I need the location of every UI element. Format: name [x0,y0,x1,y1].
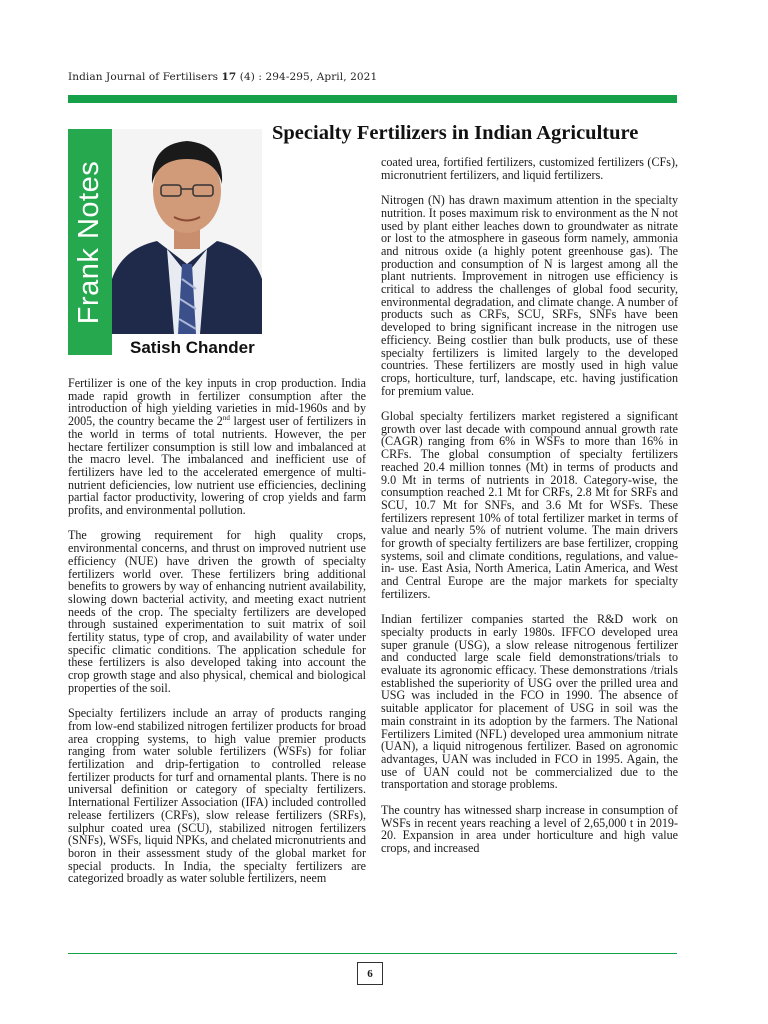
paragraph: Specialty fertilizers include an array of products ranging from low-end stabilized nitrogen fertilizer products for broad area cropping systems, to high value premier products ranging from water soluble fertilizers (WSFs) for foliar fertilization and drip-fertigation to controlled release fertilizer products for turf and ornamental plants. There is no universal definition or category of specialty fertilizers. International Fertilizer Association (IFA) included controlled release fertilizers (CRFs), slow release fertilizers (SRFs), sulphur coated urea (SCU), stabilized nitrogen fertilizers (SNFs), WSFs, liquid NPKs, and chelated micronutrients and boron in their assessment study of the global market for special products. In India, the specialty fertilizers are categorized broadly as water soluble fertilizers, neem [68,706,366,886]
paragraph: Indian fertilizer companies started the R&D work on specialty products in early 1980s. IFFCO developed urea super granule (USG), a slow release nitrogenous fertilizer and conducted large scale field demonstrations/trials to evaluate its agronomic efficacy. These demonstrations /trials established the superiority of USG over the prilled urea and USG was included in the FCO in 1990. The absence of suitable applicator for placement of USG in soil was the main constraint in its adoption by the farmers. The National Fertilizers Limited (NFL) developed urea ammonium nitrate (UAN), a liquid nitrogenous fertilizer. Based on agronomic advantages, UAN was included in FCO in 1995. Again, the use of UAN could not be commercialized due to the transportation and storage problems. [381,612,678,792]
author-photo [112,129,262,334]
journal-issue: (4) : 294-295, April, 2021 [239,71,378,83]
page-number: 6 [357,962,383,985]
paragraph-text: largest user of fertilizers in the world in terms of total nutrients. However, the per hectare fertilizer consumption is still low and imbalanced at the macro level. The imbalanced and inefficient use of fertilizers have led to the accelerated emergence of multi-nutrient deficiencies, low nutrient use efficiencies, declining partial factor productivity, lowering of crop yields and farm profits, and environmental pollution. [68,414,366,518]
paragraph [68,377,366,517]
author-portrait-image [112,129,262,334]
paragraph: Global specialty fertilizers market registered a significant growth over last decade with compound annual growth rate (CAGR) ranging from 6% in WSFs to more than 16% in CRFs. The global consumption of specialty fertilizers reached 20.4 million tonnes (Mt) in terms of products and 9.0 Mt in terms of nutrients in 2018. Category-wise, the consumption reached 2.1 Mt for CRFs, 2.8 Mt for SRFs and SCU, 10.7 Mt for SNFs, and 3.6 Mt for WSFs. These fertilizers represent 10% of total fertilizer market in terms of value and nearly 5% of nutrient volume. The main drivers for growth of specialty fertilizers are base fertilizer, cropping systems, soil and climate conditions, regulations, and value-in- use. East Asia, North America, Latin America, and West and Central Europe are the major markets for specialty fertilizers. [381,409,678,601]
header-rule [68,95,677,103]
paragraph: The growing requirement for high quality crops, environmental concerns, and thrust on improved nutrient use efficiency (NUE) have driven the growth of specialty fertilizers world over. These fertilizers bring additional benefits to growers by way of enhancing nutrient availability, slowing down bacterial activity, and meeting exact nutrient needs of the crop. The specialty fertilizers are developed through sustained experimentation to suit matrix of soil fertility status, type of crop, and availability of water under specific climatic conditions. The application schedule for these fertilizers is also developed taking into account the crop growth stage and also physical, chemical and biological properties of the soil. [68,528,366,695]
section-label-text: Frank Notes [73,160,106,324]
article-title: Specialty Fertilizers in Indian Agriculture [272,122,639,144]
journal-volume: 17 [221,71,237,83]
journal-name: Indian Journal of Fertilisers [68,71,219,83]
superscript: nd [222,414,230,423]
paragraph: The country has witnessed sharp increase in consumption of WSFs in recent years reaching a level of 2,65,000 t in 2019-20. Expansion in area under horticulture and high value crops, and increased [381,802,678,855]
paragraph: Nitrogen (N) has drawn maximum attention in the specialty nutrition. It poses maximum risk to environment as the N not used by plant either leaches down to groundwater as nitrate or lost to the atmosphere in gaseous form namely, ammonia and nitrous oxide (a highly potent greenhouse gas). The production and consumption of N is largest among all the plant nutrients. Improvement in nitrogen use efficiency is critical to address the challenges of global food security, environmental degradation, and climate change. A number of products such as CRFs, SCU, SRFs, SNFs have been developed to bring significant increase in the nitrogen use efficiency. Being costlier than bulk products, use of these specialty fertilizers is limited largely to the developed countries. These fertilizers are mostly used in high value crops, horticulture, turf, landscape, etc. having justification for premium value. [381,193,678,398]
section-label [68,129,112,355]
author-name: Satish Chander [130,338,255,357]
right-column [381,156,678,867]
journal-header [68,71,377,83]
left-column [68,377,366,898]
paragraph: coated urea, fortified fertilizers, customized fertilizers (CFs), micronutrient fertilizers, and liquid fertilizers. [381,155,678,182]
paragraph-text: Fertilizer is one of the key inputs in crop production. India made rapid growth in fertilizer consumption after the introduction of high yielding varieties in mid-1960s and by 2005, the country became the 2 [68,376,366,429]
footer-rule [68,953,677,954]
